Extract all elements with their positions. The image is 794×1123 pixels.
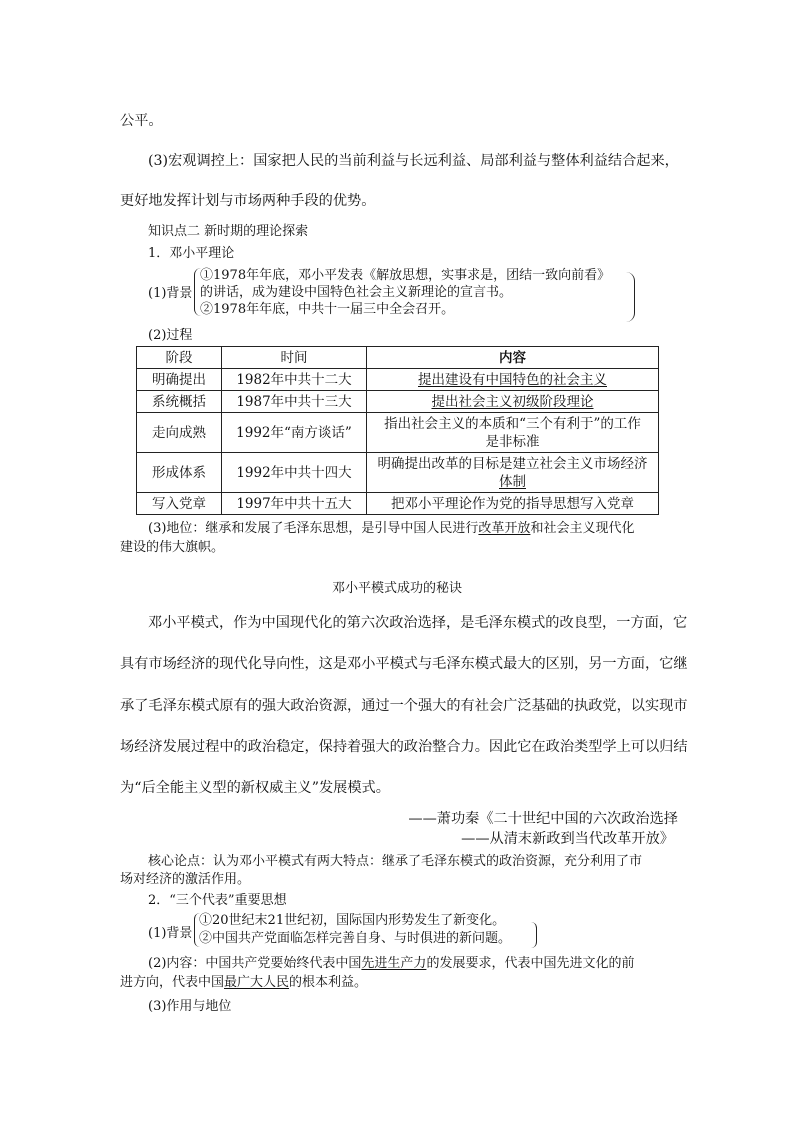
background-item-1a: ①1978年年底，邓小平发表《解放思想，实事求是，团结一致向前看》 [200, 268, 611, 283]
cell-content-line: 指出社会主义的本质和“三个有利于”的工作 [384, 415, 641, 432]
cell-stage: 形成体系 [137, 453, 222, 493]
content-paragraph-cont [120, 974, 367, 992]
right-brace [626, 272, 635, 322]
core-argument: 核心论点：认为邓小平模式有两大特点：继承了毛泽东模式的政治资源，充分利用了市 [148, 854, 643, 869]
cell-content-text: 提出社会主义初级阶段理论 [431, 393, 594, 410]
paragraph-macro-control: (3)宏观调控上：国家把人民的当前利益与长远利益、局部利益与整体利益结合起来， [148, 153, 679, 169]
status-text-end: 和社会主义现代化 [530, 521, 635, 536]
cell-stage: 写入党章 [137, 493, 222, 515]
cell-stage: 走向成熟 [137, 413, 222, 453]
right-brace [531, 922, 537, 948]
cell-content [367, 369, 659, 391]
three-background-item-2: ②中国共产党面临怎样完善自身、与时俱进的新问题。 [199, 931, 512, 946]
cell-time: 1987年中共十三大 [222, 391, 367, 413]
cell-time: 1992年“南方谈话” [222, 413, 367, 453]
cell-content-text: 提出建设有中国特色的社会主义 [418, 371, 607, 388]
cell-stage: 系统概括 [137, 391, 222, 413]
table-row [137, 413, 659, 453]
cell-time: 1997年中共十五大 [222, 493, 367, 515]
background-item-2: ②1978年年底，中共十一届三中全会召开。 [200, 302, 455, 317]
cell-content-line: 明确提出改革的目标是建立社会主义市场经济 [377, 455, 648, 472]
cell-time: 1992年中共十四大 [222, 453, 367, 493]
reading-line: 具有市场经济的现代化导向性，这是邓小平模式与毛泽东模式最大的区别，另一方面，它继 [120, 656, 688, 672]
cell-content [367, 413, 659, 453]
background-label: (1)背景 [148, 286, 193, 301]
three-background-item-1: ①20世纪末21世纪初，国际国内形势发生了新变化。 [199, 913, 506, 928]
table-header-row [137, 347, 659, 369]
subheading-three-represents: 2．“三个代表”重要思想 [148, 893, 287, 908]
status-text: (3)地位：继承和发展了毛泽东思想，是引导中国人民进行 [148, 521, 479, 536]
subheading-deng-theory: 1．邓小平理论 [148, 246, 235, 261]
content-text: 进方向，代表中国 [120, 975, 225, 990]
table-row [137, 391, 659, 413]
three-background-label: (1)背景 [148, 926, 193, 941]
table-row [137, 369, 659, 391]
content-text: (2)内容：中国共产党要始终代表中国 [148, 956, 362, 971]
content-underlined: 最广大人民 [224, 975, 290, 990]
header-content: 内容 [367, 347, 659, 369]
content-text-mid: 的发展要求，代表中国先进文化的前 [426, 956, 635, 971]
reading-line: 为“后全能主义型的新权威主义”发展模式。 [120, 780, 390, 796]
status-paragraph [148, 520, 634, 538]
reading-title: 邓小平模式成功的秘诀 [331, 581, 462, 596]
reading-line: 承了毛泽东模式原有的强大政治资源，通过一个强大的有社会广泛基础的执政党，以实现市 [120, 698, 688, 714]
content-underlined: 先进生产力 [361, 956, 427, 971]
table-row [137, 453, 659, 493]
continuation-text: 公平。 [120, 113, 163, 129]
process-table [136, 346, 659, 515]
role-label: (3)作用与地位 [148, 999, 232, 1014]
reading-line: 场经济发展过程中的政治稳定，保持着强大的政治整合力。因此它在政治类型学上可以归结 [120, 739, 688, 755]
cell-content [367, 391, 659, 413]
status-paragraph-cont: 建设的伟大旗帜。 [120, 540, 225, 555]
paragraph-macro-control-cont: 更好地发挥计划与市场两种手段的优势。 [120, 193, 376, 209]
reading-source-2: ——从清末新政到当代改革开放》 [461, 831, 674, 847]
section-heading: 知识点二 新时期的理论探索 [148, 224, 309, 239]
header-time: 时间 [222, 347, 367, 369]
cell-content-line: 体制 [499, 473, 526, 490]
cell-time: 1982年中共十二大 [222, 369, 367, 391]
process-label: (2)过程 [148, 328, 193, 343]
cell-content-line: 是非标准 [485, 433, 540, 450]
header-stage: 阶段 [137, 347, 222, 369]
core-argument-cont: 场对经济的激活作用。 [120, 872, 251, 887]
reading-line: 邓小平模式，作为中国现代化的第六次政治选择，是毛泽东模式的改良型，一方面，它 [148, 615, 688, 631]
content-paragraph [148, 955, 634, 973]
content-text-end: 的根本利益。 [289, 975, 368, 990]
cell-content: 把邓小平理论作为党的指导思想写入党章 [367, 493, 659, 515]
background-item-1b: 的讲话，成为建设中国特色社会主义新理论的宣言书。 [200, 285, 513, 300]
reading-source-1: ——萧功秦《二十世纪中国的六次政治选择 [408, 811, 678, 827]
cell-content [367, 453, 659, 493]
table-row [137, 493, 659, 515]
status-underlined: 改革开放 [478, 521, 531, 536]
cell-stage: 明确提出 [137, 369, 222, 391]
